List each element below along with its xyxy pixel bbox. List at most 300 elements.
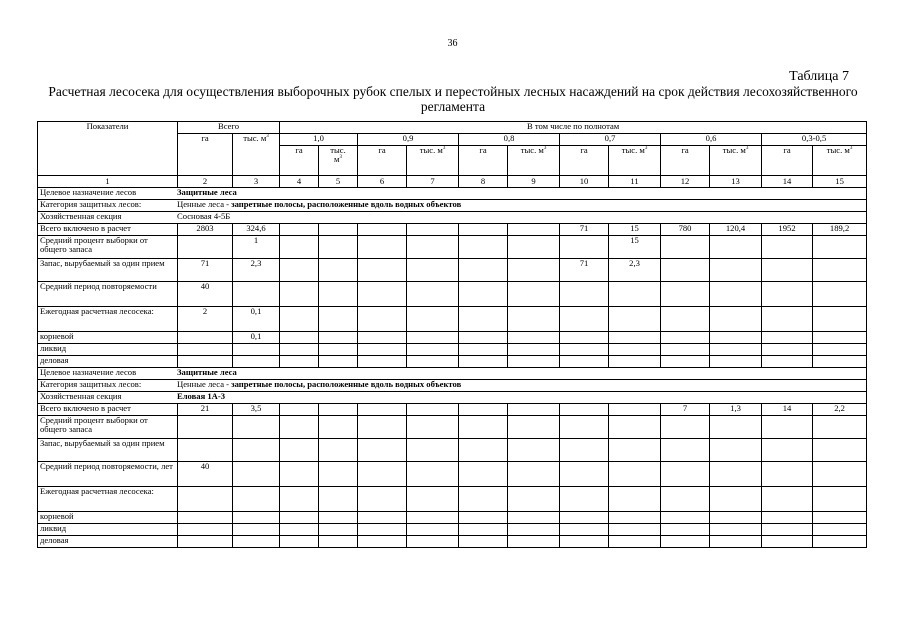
- table-cell: 324,6: [233, 224, 280, 236]
- table-cell: [762, 344, 813, 356]
- table-cell: [407, 487, 459, 512]
- table-cell: [459, 462, 508, 487]
- table-cell: [609, 524, 661, 536]
- table-cell: [319, 344, 358, 356]
- table-cell: [358, 416, 407, 439]
- table-cell: [560, 524, 609, 536]
- header-d5-volume: тыс. $м^3$: [710, 146, 762, 176]
- table-row: [38, 282, 867, 307]
- table-cell: [233, 524, 280, 536]
- table-cell: [609, 356, 661, 368]
- table-cell: [178, 439, 233, 462]
- protective-category-value: Ценные леса - запретные полосы, расположенные вдоль водных объектов: [177, 199, 462, 209]
- table-row: [38, 462, 867, 487]
- table-cell: [762, 536, 813, 548]
- table-cell: [407, 404, 459, 416]
- table-cell: [280, 307, 319, 332]
- row-label: ликвид: [38, 344, 178, 356]
- table-row: [38, 224, 867, 236]
- table-cell: [280, 462, 319, 487]
- column-number: 3: [233, 176, 280, 188]
- table-cell: [710, 282, 762, 307]
- table-cell: [459, 259, 508, 282]
- table-cell: [233, 536, 280, 548]
- economic-section-value: Еловая 1А-3: [177, 391, 226, 401]
- table-cell: 40: [178, 462, 233, 487]
- table-cell: [710, 524, 762, 536]
- table-cell: [508, 524, 560, 536]
- table-cell: [710, 536, 762, 548]
- table-cell: [233, 282, 280, 307]
- table-cell: [319, 307, 358, 332]
- table-cell: [459, 344, 508, 356]
- table-cell: [710, 307, 762, 332]
- table-cell: [508, 259, 560, 282]
- table-cell: [710, 512, 762, 524]
- table-cell: 0,1: [233, 332, 280, 344]
- table-cell: [358, 462, 407, 487]
- forest-purpose-line: [38, 368, 867, 380]
- table-cell: [560, 282, 609, 307]
- table-cell: [661, 524, 710, 536]
- table-cell: [560, 439, 609, 462]
- table-row: [38, 524, 867, 536]
- table-cell: [319, 524, 358, 536]
- protective-category-line: [38, 380, 867, 392]
- table-cell: [358, 439, 407, 462]
- table-cell: [280, 416, 319, 439]
- table-cell: [813, 282, 867, 307]
- table-cell: [609, 332, 661, 344]
- table-cell: [407, 439, 459, 462]
- economic-section-value: Сосновая 4-5Б: [177, 211, 231, 221]
- header-total-volume: тыс. $м^3$: [233, 134, 280, 176]
- table-cell: 1: [233, 236, 280, 259]
- table-cell: [280, 344, 319, 356]
- table-cell: 2,3: [609, 259, 661, 282]
- header-d1-ha: га: [280, 146, 319, 176]
- forest-purpose-line: [38, 188, 867, 200]
- table-row: [38, 356, 867, 368]
- table-cell: [280, 224, 319, 236]
- table-cell: [560, 416, 609, 439]
- header-density-2: 0,9: [358, 134, 459, 146]
- table-cell: [280, 356, 319, 368]
- table-cell: [358, 487, 407, 512]
- table-cell: [459, 404, 508, 416]
- table-cell: [459, 512, 508, 524]
- table-cell: 2803: [178, 224, 233, 236]
- table-cell: [178, 512, 233, 524]
- protective-category-label: Категория защитных лесов:: [40, 379, 142, 389]
- table-cell: [407, 282, 459, 307]
- table-cell: 7: [661, 404, 710, 416]
- table-cell: [280, 512, 319, 524]
- column-number: 15: [813, 176, 867, 188]
- table-cell: [661, 344, 710, 356]
- row-label: Запас, вырубаемый за один прием: [38, 259, 178, 282]
- column-number: 10: [560, 176, 609, 188]
- column-number: 9: [508, 176, 560, 188]
- table-cell: [233, 344, 280, 356]
- table-cell: [762, 512, 813, 524]
- protective-category-line: [38, 200, 867, 212]
- table-cell: [813, 512, 867, 524]
- header-d4-volume: тыс. $м^3$: [609, 146, 661, 176]
- table-cell: [508, 439, 560, 462]
- table-cell: [508, 416, 560, 439]
- table-cell: [358, 344, 407, 356]
- column-number: 14: [762, 176, 813, 188]
- table-cell: [560, 462, 609, 487]
- table-cell: 2: [178, 307, 233, 332]
- table-cell: [609, 536, 661, 548]
- row-label: Ежегодная расчетная лесосека:: [38, 307, 178, 332]
- column-number: 8: [459, 176, 508, 188]
- table-cell: [813, 536, 867, 548]
- table-cell: [358, 282, 407, 307]
- row-label: корневой: [38, 332, 178, 344]
- row-label: ликвид: [38, 524, 178, 536]
- table-cell: 21: [178, 404, 233, 416]
- row-label: Средний процент выборки от общего запаса: [38, 416, 178, 439]
- table-row: [38, 259, 867, 282]
- table-cell: [358, 524, 407, 536]
- table-label: Таблица 7: [789, 69, 849, 84]
- table-cell: [560, 536, 609, 548]
- table-cell: [813, 236, 867, 259]
- table-cell: [459, 282, 508, 307]
- header-d2-volume: тыс. $м^3$: [407, 146, 459, 176]
- table-cell: 780: [661, 224, 710, 236]
- table-cell: [508, 512, 560, 524]
- table-cell: [407, 344, 459, 356]
- table-cell: [233, 416, 280, 439]
- table-cell: [233, 462, 280, 487]
- table-cell: [459, 524, 508, 536]
- table-row: [38, 307, 867, 332]
- table-cell: [459, 307, 508, 332]
- table-cell: [319, 332, 358, 344]
- table-cell: [280, 282, 319, 307]
- table-cell: [762, 439, 813, 462]
- column-number: 11: [609, 176, 661, 188]
- table-cell: [813, 344, 867, 356]
- table-cell: 40: [178, 282, 233, 307]
- table-cell: [762, 332, 813, 344]
- table-cell: [319, 356, 358, 368]
- table-cell: [407, 332, 459, 344]
- table-cell: [280, 236, 319, 259]
- table-cell: [813, 356, 867, 368]
- table-cell: [661, 236, 710, 259]
- table-cell: [319, 259, 358, 282]
- table-cell: [280, 487, 319, 512]
- header-d2-ha: га: [358, 146, 407, 176]
- table-cell: [178, 536, 233, 548]
- economic-section-line: [38, 392, 867, 404]
- column-number: 2: [178, 176, 233, 188]
- table-cell: [661, 356, 710, 368]
- table-cell: [280, 439, 319, 462]
- table-row: [38, 344, 867, 356]
- table-cell: 189,2: [813, 224, 867, 236]
- table-cell: [358, 236, 407, 259]
- table-cell: [407, 462, 459, 487]
- table-cell: [609, 344, 661, 356]
- table-cell: [508, 282, 560, 307]
- table-cell: [508, 487, 560, 512]
- header-total: Всего: [178, 122, 280, 134]
- table-cell: [762, 524, 813, 536]
- table-row: [38, 332, 867, 344]
- header-density-6: 0,3-0,5: [762, 134, 867, 146]
- table-cell: [459, 224, 508, 236]
- forest-purpose-label: Целевое назначение лесов: [40, 367, 137, 377]
- table-cell: [407, 224, 459, 236]
- table-cell: [178, 356, 233, 368]
- table-cell: [407, 236, 459, 259]
- column-number: 6: [358, 176, 407, 188]
- table-cell: [508, 307, 560, 332]
- table-cell: 3,5: [233, 404, 280, 416]
- table-cell: [178, 524, 233, 536]
- row-label: деловая: [38, 536, 178, 548]
- table-cell: [813, 439, 867, 462]
- table-cell: [661, 282, 710, 307]
- table-cell: 15: [609, 224, 661, 236]
- header-density-4: 0,7: [560, 134, 661, 146]
- table-cell: [762, 307, 813, 332]
- table-cell: 120,4: [710, 224, 762, 236]
- table-cell: [560, 356, 609, 368]
- table-cell: [762, 416, 813, 439]
- table-cell: [710, 462, 762, 487]
- table-cell: [710, 344, 762, 356]
- forest-purpose-value: Защитные леса: [177, 187, 237, 197]
- header-d6-ha: га: [762, 146, 813, 176]
- table-cell: [358, 332, 407, 344]
- table-cell: [178, 344, 233, 356]
- table-cell: [178, 416, 233, 439]
- table-cell: [813, 416, 867, 439]
- table-cell: [407, 536, 459, 548]
- table-cell: [319, 404, 358, 416]
- table-cell: 15: [609, 236, 661, 259]
- table-cell: [407, 524, 459, 536]
- table-cell: [407, 307, 459, 332]
- table-row: [38, 536, 867, 548]
- table-cell: [319, 236, 358, 259]
- table-cell: [609, 512, 661, 524]
- header-d1-volume: тыс. $м^3$: [319, 146, 358, 176]
- table-cell: [560, 307, 609, 332]
- table-row: [38, 236, 867, 259]
- table-cell: 14: [762, 404, 813, 416]
- table-cell: [560, 344, 609, 356]
- table-cell: [508, 224, 560, 236]
- table-cell: [710, 439, 762, 462]
- table-cell: [459, 439, 508, 462]
- table-cell: [508, 462, 560, 487]
- row-label: деловая: [38, 356, 178, 368]
- table-cell: [319, 416, 358, 439]
- table-row: [38, 512, 867, 524]
- column-number: 13: [710, 176, 762, 188]
- row-label: Ежегодная расчетная лесосека:: [38, 487, 178, 512]
- protective-category-value: Ценные леса - запретные полосы, расположенные вдоль водных объектов: [177, 379, 462, 389]
- header-d6-volume: тыс. $м^3$: [813, 146, 867, 176]
- economic-section-line: [38, 212, 867, 224]
- table-cell: 71: [178, 259, 233, 282]
- table-cell: [661, 416, 710, 439]
- table-cell: [233, 356, 280, 368]
- row-label: Всего включено в расчет: [38, 224, 178, 236]
- table-cell: [459, 416, 508, 439]
- header-d5-ha: га: [661, 146, 710, 176]
- table-cell: [407, 356, 459, 368]
- table-cell: [710, 487, 762, 512]
- table-cell: [407, 416, 459, 439]
- header-density-5: 0,6: [661, 134, 762, 146]
- forest-purpose-label: Целевое назначение лесов: [40, 187, 137, 197]
- table-cell: [319, 224, 358, 236]
- table-cell: [459, 536, 508, 548]
- column-number: 4: [280, 176, 319, 188]
- table-cell: [280, 259, 319, 282]
- row-label: Средний период повторяемости: [38, 282, 178, 307]
- table-cell: [358, 512, 407, 524]
- table-cell: [178, 332, 233, 344]
- table-cell: [319, 282, 358, 307]
- economic-section-label: Хозяйственная секция: [40, 391, 122, 401]
- table-cell: [762, 259, 813, 282]
- table-cell: [508, 356, 560, 368]
- table-cell: [560, 512, 609, 524]
- table-row: [38, 404, 867, 416]
- table-cell: [358, 356, 407, 368]
- table-cell: [710, 259, 762, 282]
- table-cell: [661, 512, 710, 524]
- table-cell: [661, 332, 710, 344]
- table-cell: [358, 536, 407, 548]
- column-numbers-row: [38, 176, 867, 188]
- table-cell: [661, 536, 710, 548]
- row-label: Всего включено в расчет: [38, 404, 178, 416]
- table-cell: [661, 259, 710, 282]
- table-cell: [319, 462, 358, 487]
- row-label: Средний процент выборки от общего запаса: [38, 236, 178, 259]
- column-number: 7: [407, 176, 459, 188]
- table-cell: [233, 512, 280, 524]
- table-cell: [280, 332, 319, 344]
- table-cell: [609, 439, 661, 462]
- table-cell: [459, 487, 508, 512]
- table-cell: [358, 307, 407, 332]
- table-cell: [762, 487, 813, 512]
- table-cell: [609, 462, 661, 487]
- table-cell: [508, 332, 560, 344]
- document-title: Расчетная лесосека для осуществления выборочных рубок спелых и перестойных лесных насаждений на срок действия лесохозяйственного регламента: [48, 84, 858, 114]
- table-cell: 71: [560, 224, 609, 236]
- table-cell: [459, 236, 508, 259]
- table-cell: [710, 416, 762, 439]
- table-cell: [762, 236, 813, 259]
- header-density-1: 1,0: [280, 134, 358, 146]
- allowable-cut-table: [37, 121, 867, 548]
- table-cell: [459, 356, 508, 368]
- header-density-3: 0,8: [459, 134, 560, 146]
- table-cell: 1,3: [710, 404, 762, 416]
- table-cell: [508, 536, 560, 548]
- table-cell: 0,1: [233, 307, 280, 332]
- table-cell: [609, 416, 661, 439]
- table-cell: [813, 462, 867, 487]
- header-d3-volume: тыс. $м^3$: [508, 146, 560, 176]
- table-cell: [508, 236, 560, 259]
- header-by-density: В том числе по полнотам: [280, 122, 867, 134]
- table-cell: 2,3: [233, 259, 280, 282]
- row-label: Средний период повторяемости, лет: [38, 462, 178, 487]
- table-cell: [178, 236, 233, 259]
- table-cell: [710, 236, 762, 259]
- table-cell: [178, 487, 233, 512]
- table-cell: [358, 224, 407, 236]
- table-row: [38, 416, 867, 439]
- table-cell: [710, 332, 762, 344]
- table-cell: [710, 356, 762, 368]
- column-number: 12: [661, 176, 710, 188]
- header-indicators: Показатели: [38, 122, 178, 176]
- header-d4-ha: га: [560, 146, 609, 176]
- table-cell: [358, 404, 407, 416]
- row-label: корневой: [38, 512, 178, 524]
- table-cell: [508, 344, 560, 356]
- table-cell: 1952: [762, 224, 813, 236]
- table-cell: [280, 404, 319, 416]
- table-cell: [813, 307, 867, 332]
- table-cell: [813, 524, 867, 536]
- table-cell: [459, 332, 508, 344]
- table-row: [38, 439, 867, 462]
- table-cell: [407, 259, 459, 282]
- table-cell: [358, 259, 407, 282]
- table-cell: [233, 439, 280, 462]
- table-cell: [319, 487, 358, 512]
- table-cell: 71: [560, 259, 609, 282]
- table-cell: [609, 487, 661, 512]
- table-cell: [609, 282, 661, 307]
- table-cell: [319, 512, 358, 524]
- economic-section-label: Хозяйственная секция: [40, 211, 122, 221]
- table-cell: [233, 487, 280, 512]
- table-cell: [762, 356, 813, 368]
- table-cell: [813, 487, 867, 512]
- forest-purpose-value: Защитные леса: [177, 367, 237, 377]
- page-number: 36: [447, 38, 458, 49]
- table-cell: [813, 332, 867, 344]
- table-cell: [319, 439, 358, 462]
- table-cell: [560, 487, 609, 512]
- column-number: 1: [38, 176, 178, 188]
- table-cell: [661, 487, 710, 512]
- row-label: Запас, вырубаемый за один прием: [38, 439, 178, 462]
- table-cell: [407, 512, 459, 524]
- protective-category-label: Категория защитных лесов:: [40, 199, 142, 209]
- table-cell: [508, 404, 560, 416]
- header-d3-ha: га: [459, 146, 508, 176]
- table-cell: [319, 536, 358, 548]
